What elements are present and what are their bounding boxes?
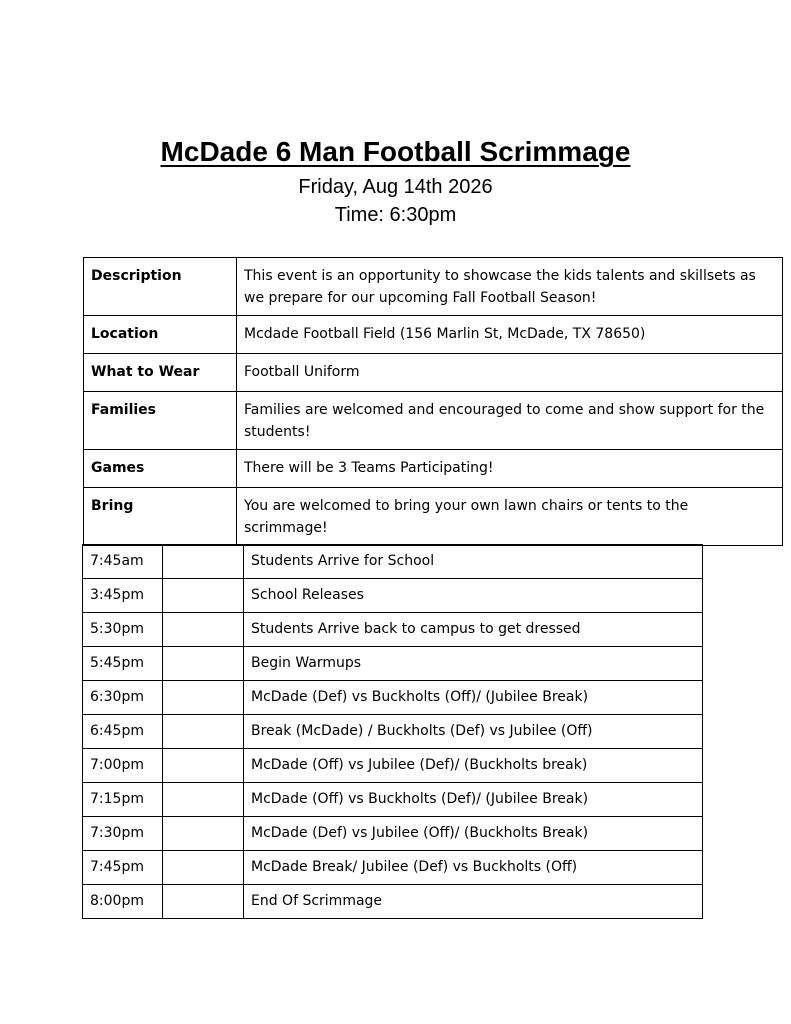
- info-value: Families are welcomed and encouraged to come and show support for the students!: [237, 392, 783, 450]
- schedule-row: [83, 885, 703, 919]
- schedule-time: 6:45pm: [83, 715, 163, 749]
- schedule-blank-cell: [163, 579, 244, 613]
- info-label: Location: [84, 316, 237, 354]
- document-header: [0, 135, 791, 229]
- schedule-row: [83, 681, 703, 715]
- schedule-blank-cell: [163, 613, 244, 647]
- schedule-time: 5:45pm: [83, 647, 163, 681]
- schedule-blank-cell: [163, 647, 244, 681]
- info-label: Games: [84, 450, 237, 488]
- schedule-time: 7:15pm: [83, 783, 163, 817]
- schedule-blank-cell: [163, 545, 244, 579]
- schedule-event: Begin Warmups: [244, 647, 703, 681]
- schedule-event: End Of Scrimmage: [244, 885, 703, 919]
- schedule-event: McDade (Def) vs Buckholts (Off)/ (Jubilee Break): [244, 681, 703, 715]
- schedule-time: 8:00pm: [83, 885, 163, 919]
- schedule-time: 7:45pm: [83, 851, 163, 885]
- schedule-event: McDade (Def) vs Jubilee (Off)/ (Buckholts Break): [244, 817, 703, 851]
- schedule-blank-cell: [163, 749, 244, 783]
- schedule-event: McDade Break/ Jubilee (Def) vs Buckholts (Off): [244, 851, 703, 885]
- schedule-row: [83, 715, 703, 749]
- info-row-description: [84, 258, 783, 316]
- schedule-blank-cell: [163, 851, 244, 885]
- schedule-blank-cell: [163, 681, 244, 715]
- schedule-time: 6:30pm: [83, 681, 163, 715]
- schedule-table: [82, 544, 703, 919]
- schedule-time: 7:45am: [83, 545, 163, 579]
- schedule-row: [83, 613, 703, 647]
- info-value: This event is an opportunity to showcase the kids talents and skillsets as we prepare for our upcoming Fall Football Season!: [237, 258, 783, 316]
- schedule-blank-cell: [163, 817, 244, 851]
- schedule-row: [83, 545, 703, 579]
- schedule-row: [83, 817, 703, 851]
- schedule-blank-cell: [163, 715, 244, 749]
- info-value: You are welcomed to bring your own lawn chairs or tents to the scrimmage!: [237, 488, 783, 546]
- info-value: Football Uniform: [237, 354, 783, 392]
- info-value: Mcdade Football Field (156 Marlin St, McDade, TX 78650): [237, 316, 783, 354]
- schedule-time: 5:30pm: [83, 613, 163, 647]
- info-row-games: [84, 450, 783, 488]
- schedule-row: [83, 749, 703, 783]
- info-label: What to Wear: [84, 354, 237, 392]
- schedule-time: 7:30pm: [83, 817, 163, 851]
- event-date: Friday, Aug 14th 2026: [298, 176, 493, 198]
- info-value: There will be 3 Teams Participating!: [237, 450, 783, 488]
- schedule-row: [83, 851, 703, 885]
- info-row-bring: [84, 488, 783, 546]
- schedule-row: [83, 647, 703, 681]
- schedule-time: 3:45pm: [83, 579, 163, 613]
- schedule-event: McDade (Off) vs Jubilee (Def)/ (Buckholts break): [244, 749, 703, 783]
- info-label: Bring: [84, 488, 237, 546]
- schedule-event: Students Arrive for School: [244, 545, 703, 579]
- info-label: Families: [84, 392, 237, 450]
- schedule-time: 7:00pm: [83, 749, 163, 783]
- info-label: Description: [84, 258, 237, 316]
- schedule-event: McDade (Off) vs Buckholts (Def)/ (Jubilee Break): [244, 783, 703, 817]
- schedule-blank-cell: [163, 783, 244, 817]
- schedule-blank-cell: [163, 885, 244, 919]
- schedule-event: Break (McDade) / Buckholts (Def) vs Jubilee (Off): [244, 715, 703, 749]
- schedule-event: Students Arrive back to campus to get dressed: [244, 613, 703, 647]
- page-title: McDade 6 Man Football Scrimmage: [160, 136, 631, 167]
- event-time: Time: 6:30pm: [334, 204, 457, 226]
- info-row-families: [84, 392, 783, 450]
- info-row-what-to-wear: [84, 354, 783, 392]
- info-row-location: [84, 316, 783, 354]
- event-info-table: [83, 257, 783, 546]
- schedule-row: [83, 783, 703, 817]
- schedule-event: School Releases: [244, 579, 703, 613]
- schedule-row: [83, 579, 703, 613]
